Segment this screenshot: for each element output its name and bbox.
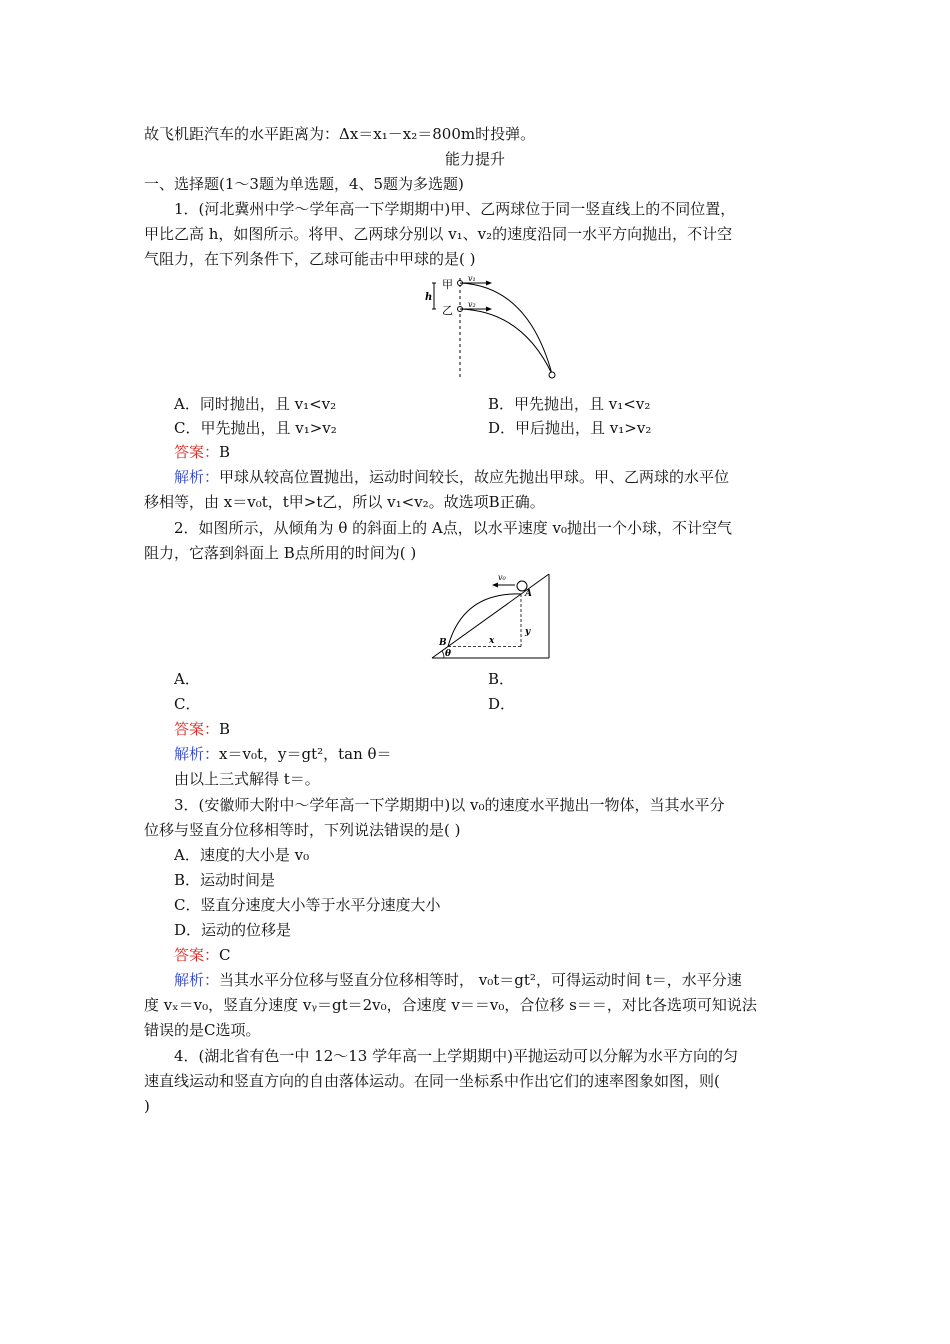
fig1-label-jia: 甲 [442, 278, 453, 291]
q1-figure [410, 274, 560, 384]
fig2-label-y: y [525, 627, 531, 637]
q2-analysis [174, 744, 854, 764]
q3-option-b: B．运动时间是 [174, 871, 276, 889]
q3-option-c: C．竖直分速度大小等于水平分速度大小 [174, 896, 441, 914]
q3-analysis [174, 970, 854, 990]
section-title: 能力提升 [444, 150, 505, 168]
fig2-label-v0: v₀ [498, 573, 506, 582]
answer-label: 答案： [174, 443, 220, 461]
answer-label: 答案： [174, 720, 220, 738]
q4-stem-line: 4．(湖北省有色一中 12～13 学年高一上学期期中)平抛运动可以分解为水平方向的匀 [174, 1047, 738, 1065]
fig1-label-v1: v₁ [468, 274, 476, 283]
q1-stem-line: 1．(河北冀州中学～学年高一下学期期中)甲、乙两球位于同一竖直线上的不同位置， [174, 200, 736, 218]
answer-value: C [219, 946, 231, 964]
q2-option-a: A． [174, 670, 200, 688]
q3-analysis-line: 错误的是C选项。 [144, 1021, 261, 1039]
analysis-label: 解析： [174, 745, 220, 763]
fig2-label-theta: θ [445, 649, 452, 659]
q3-answer [174, 945, 854, 965]
q4-stem-line: ) [144, 1097, 150, 1115]
q3-option-d: D．运动的位移是 [174, 921, 292, 939]
q2-stem-line: 阻力，它落到斜面上 B点所用的时间为( ) [144, 544, 417, 562]
fig2-label-B: B [439, 638, 447, 648]
answer-value: B [219, 720, 231, 738]
q1-stem-line: 气阻力，在下列条件下，乙球可能击中甲球的是( ) [144, 250, 476, 268]
fig1-label-h: h [425, 292, 433, 303]
fig1-label-yi: 乙 [442, 304, 453, 317]
q2-stem-line: 2．如图所示，从倾角为 θ 的斜面上的 A点，以水平速度 v₀抛出一个小球，不计空气 [174, 519, 732, 537]
q1-option-a: A．同时抛出，且 v₁<v₂ [174, 395, 337, 413]
q2-option-b: B． [488, 670, 515, 688]
text-line: 故飞机距汽车的水平距离为：Δx＝x₁－x₂＝800m时投弹。 [144, 125, 536, 143]
q2-option-c: C． [174, 695, 201, 713]
fig1-label-v2: v₂ [468, 300, 476, 309]
answer-value: B [219, 443, 231, 461]
analysis-text: x＝v₀t，y＝gt²，tan θ＝ [219, 745, 392, 763]
q4-stem-line: 速直线运动和竖直方向的自由落体运动。在同一坐标系中作出它们的速率图象如图，则( [144, 1072, 720, 1090]
q1-analysis-line: 移相等，由 x＝v₀t，t甲>t乙，所以 v₁<v₂。故选项B正确。 [144, 493, 545, 511]
q3-stem-line: 3．(安徽师大附中～学年高一下学期期中)以 v₀的速度水平抛出一物体，当其水平分 [174, 796, 725, 814]
analysis-text: 当其水平分位移与竖直分位移相等时， v₀t＝gt²，可得运动时间 t＝，水平分速 [219, 971, 742, 989]
q3-analysis-line: 度 vₓ＝v₀，竖直分速度 vᵧ＝gt＝2v₀，合速度 v＝＝v₀，合位移 s＝＝，对比各选项可知说法 [144, 996, 757, 1014]
q2-option-d: D． [488, 695, 516, 713]
analysis-label: 解析： [174, 971, 220, 989]
q1-answer [174, 442, 854, 462]
q3-stem-line: 位移与竖直分位移相等时，下列说法错误的是( ) [144, 821, 461, 839]
q1-stem-line: 甲比乙高 h，如图所示。将甲、乙两球分别以 v₁、v₂的速度沿同一水平方向抛出，不计空 [144, 225, 733, 243]
q2-analysis-line: 由以上三式解得 t＝。 [174, 770, 320, 788]
analysis-label: 解析： [174, 468, 220, 486]
q2-figure [428, 572, 553, 662]
fig2-label-x: x [489, 636, 495, 646]
fig2-label-A: A [525, 589, 532, 599]
section-subtitle: 一、选择题(1～3题为单选题，4、5题为多选题) [144, 175, 464, 193]
q2-answer [174, 719, 854, 739]
q1-option-c: C．甲先抛出，且 v₁>v₂ [174, 419, 337, 437]
q3-option-a: A．速度的大小是 v₀ [174, 846, 310, 864]
analysis-text: 甲球从较高位置抛出，运动时间较长，故应先抛出甲球。甲、乙两球的水平位 [219, 468, 730, 486]
q1-option-b: B．甲先抛出，且 v₁<v₂ [488, 395, 651, 413]
answer-label: 答案： [174, 946, 220, 964]
q1-option-d: D．甲后抛出，且 v₁>v₂ [488, 419, 652, 437]
q1-analysis [174, 467, 854, 487]
